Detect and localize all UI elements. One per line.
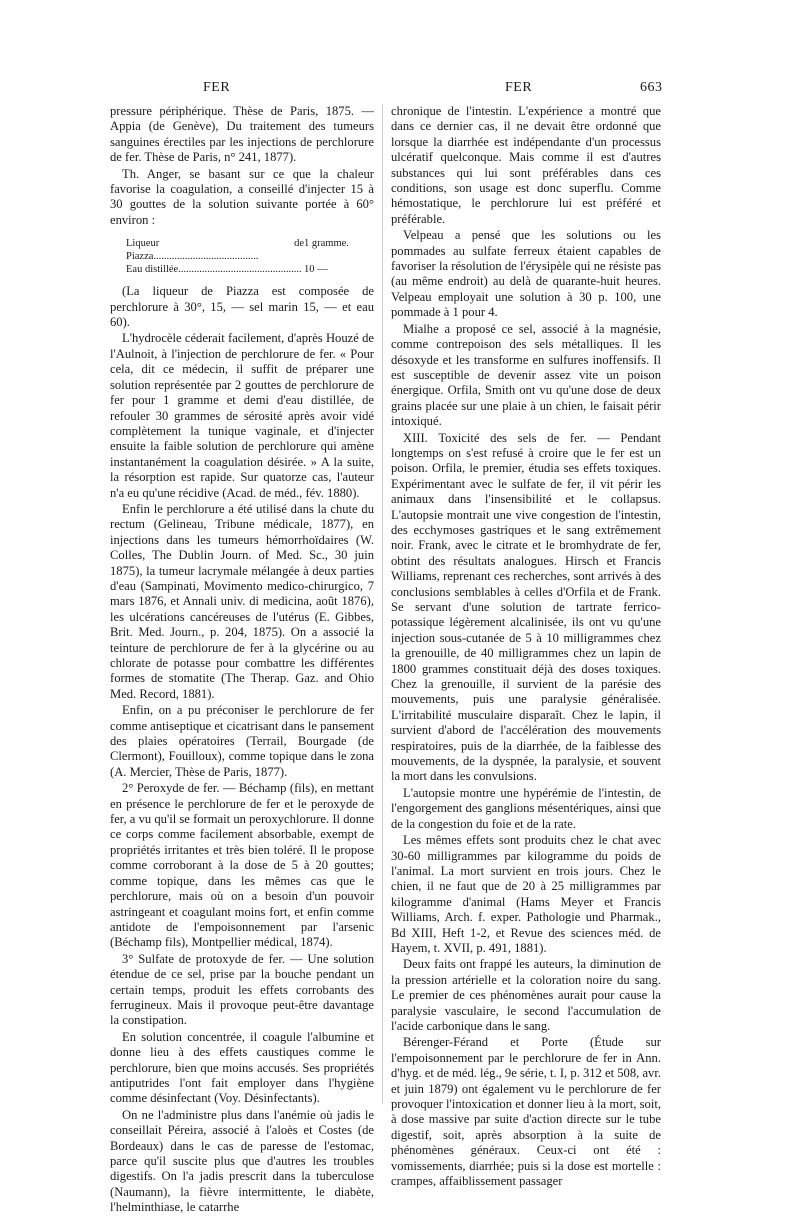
right-column: [391, 104, 661, 1190]
paragraph: On ne l'administre plus dans l'anémie où jadis le conseillait Péreira, associé à l'aloès et Costes (de Bordeaux) dans le cas de paresse de l'estomac, parce qu'il suscite plus que d'autres les troubles digestifs. On l'a jadis prescrit dans la tuberculose (Naumann), la fièvre intermittente, le diabète, l'helminthiase, le catarrhe: [110, 1107, 374, 1215]
formula-ingredient: Liqueur de Piazza........................................: [126, 238, 304, 263]
paragraph: chronique de l'intestin. L'expérience a montré que dans ce dernier cas, il ne devait être ordonné que lorsque la diarrhée est indépendante d'un processus ulcératif quelconque. Mais comme il est d'autres substances qui lui sont préférables dans ces conditions, son usage est donc superflu. Comme hémostatique, le perchlorure lui est préféré et préférable.: [391, 104, 661, 226]
paragraph: pressure périphérique. Thèse de Paris, 1875. — Appia (de Genève), Du traitement des tumeurs sanguines érectiles par les injections de perchlorure de fer. Thèse de Paris, n° 241, 1877).: [110, 104, 374, 165]
formula-row: [126, 263, 374, 276]
paragraph: Enfin le perchlorure a été utilisé dans la chute du rectum (Gelineau, Tribune médicale, 1877), en injections dans les tumeurs hémorrhoïdaires (W. Colles, The Dublin Journ. of Med. Sc., 30 juin 1875), la tumeur lacrymale mélangée à deux parties d'eau (Sampinati, Movimento medico-chirurgico, 7 mars 1876, et Annali univ. di medicina, août 1876), les ulcérations cancéreuses de l'utérus (E. Gibbes, Brit. Med. Journ., p. 204, 1875). On a associé la teinture de perchlorure de fer à la glycérine ou au chlorate de potasse pour combattre les différentes formes de stomatite (The Therap. Gaz. and Ohio Med. Record, 1881).: [110, 501, 374, 701]
header-right-word: FER: [505, 80, 533, 95]
paragraph: 2° Peroxyde de fer. — Béchamp (fils), en mettant en présence le perchlorure de fer et le peroxyde de fer, a vu qu'il se formait un peroxychlorure. Il donne ce corps comme facilement absorbable, exempt de propriétés irritantes et très bien toléré. Il le propose comme corroborant à la dose de 5 à 20 gouttes; comme topique, dans les mêmes cas que le perchlorure, mais où on a besoin d'un pouvoir astringeant et coagulant moins fort, et enfin comme antidote de l'empoisonnement par l'arsenic (Béchamp fils), Montpellier médical, 1874).: [110, 781, 374, 950]
header-left-word: FER: [203, 80, 231, 95]
formula-table: [126, 237, 374, 276]
paragraph: (La liqueur de Piazza est composée de perchlorure à 30°, 15, — sel marin 15, — et eau 60).: [110, 284, 374, 330]
paragraph: En solution concentrée, il coagule l'albumine et donne lieu à des effets caustiques comme le perchlorure, bien que moins accusés. Ses propriétés antiputrides l'ont fait employer dans l'hygiène comme désinfectant (Voy. Désinfectants).: [110, 1029, 374, 1106]
formula-row: [126, 237, 374, 263]
formula-ingredient: Eau distillée...............................................: [126, 264, 302, 276]
section-paragraph: XIII. Toxicité des sels de fer. — Pendant longtemps on s'est refusé à croire que le fer est un poison. Orfila, le premier, étudia ses effets toxiques. Expérimentant avec le sulfate de fer, il vit périr les animaux dans l'insensibilité et le collapsus. L'autopsie montrait une vive congestion de l'intestin, des ecchymoses gastriques et le sang extrêmement noir. Frank, avec le citrate et le bromhydrate de fer, obtint des résultats analogues. Hirsch et Francis Williams, reprenant ces recherches, sont arrivés à des conclusions semblables à celles d'Orfila et de Frank. Se servant d'une solution de tartrate ferrico-potassique légèrement alcalinisée, ils ont vu qu'une injection sous-cutanée de 5 à 10 milligrammes chez la grenouille, de 40 milligrammes chez un lapin de 1800 grammes constituait déjà des doses toxiques. Chez la grenouille, il survient de la parésie des mouvements, puis une paralysie généralisée. L'irritabilité musculaire disparaît. Chez le lapin, il survient d'abord de l'accélération des mouvements respiratoires, puis de la diarrhée, de la faiblesse des mouvements, de la dyspnée, la paralysie, et souvent la mort dans les convulsions.: [391, 430, 661, 784]
paragraph: 3° Sulfate de protoxyde de fer. — Une solution étendue de ce sel, prise par la bouche pendant un certain temps, produit les effets corrobants des ferrugineux. Mais il provoque peut-être davantage la constipation.: [110, 951, 374, 1028]
paragraph: L'autopsie montre une hypérémie de l'intestin, de l'engorgement des ganglions mésentériques, ainsi que de la congestion du foie et de la rate.: [391, 785, 661, 831]
formula-quantity: 10 —: [304, 264, 328, 276]
running-header: [0, 80, 800, 102]
paragraph: Bérenger-Férand et Porte (Étude sur l'empoisonnement par le perchlorure de fer in Ann. d'hyg. et de méd. lég., 9e série, t. I, p. 312 et 508, avr. et juin 1879) ont également vu le perchlorure de fer provoquer l'intoxication et donner lieu à la mort, soit, à dose massive par suite d'action directe sur le tube digestif, soit, après absorption à la suite de phénomènes généraux. Ceux-ci ont été : vomissements, diarrhée; puis si la dose est mortelle : crampes, affaiblissement passager: [391, 1035, 661, 1189]
paragraph: Les mêmes effets sont produits chez le chat avec 30-60 milligrammes par kilogramme du poids de l'animal. La mort survient en trois jours. Chez le chien, il ne faut que de 20 à 25 milligrammes par kilogramme d'animal (Hams Meyer et Francis Williams, Arch. f. exper. Pathologie und Pharmak., Bd XIII, Heft 1-2, et Revue des sciences méd. de Hayem, t. XVII, p. 491, 1881).: [391, 833, 661, 955]
paragraph: Th. Anger, se basant sur ce que la chaleur favorise la coagulation, a conseillé d'injecter 15 à 30 gouttes de la solution suivante portée à 60° environ :: [110, 166, 374, 227]
column-divider: [382, 104, 383, 1104]
page-number: 663: [640, 80, 663, 95]
paragraph: Deux faits ont frappé les auteurs, la diminution de la pression artérielle et la coloration noire du sang. Le premier de ces phénomènes aurait pour cause la paralysie vasculaire, le second l'accumulation de l'acide carbonique dans le sang.: [391, 957, 661, 1033]
paragraph: Mialhe a proposé ce sel, associé à la magnésie, comme contrepoison des sels métalliques. Il les désoxyde et les transforme en sulfures inoffensifs. Il est susceptible de devenir assez vite un poison énergique. Orfila, Smith ont vu qu'une dose de deux grains placée sur une plaie à un chien, le faisait périr intoxiqué.: [391, 321, 661, 429]
paragraph: Enfin, on a pu préconiser le perchlorure de fer comme antiseptique et cicatrisant dans le pansement des plaies opératoires (Terrail, Bourgade (de Clermont), Fouilloux), comme topique dans le zona (A. Mercier, Thèse de Paris, 1877).: [110, 703, 374, 779]
paragraph: Velpeau a pensé que les solutions ou les pommades au sulfate ferreux étaient capables de favoriser la résolution de l'érysipèle qui ne résiste pas (au même endroit) au delà de quarante-huit heures. Velpeau employait une solution à 30 p. 100, une pommade à 1 pour 4.: [391, 228, 661, 320]
left-column: [110, 104, 374, 1217]
formula-quantity: 1 gramme.: [304, 238, 349, 250]
paragraph: L'hydrocèle céderait facilement, d'après Houzé de l'Aulnoit, à l'injection de perchlorure de fer. « Pour cela, dit ce médecin, il suffit de préparer une solution représentée par 2 gouttes de perchlorure de fer pour 1 gramme et demi d'eau distillée, de refouler 30 grammes de sérosité après avoir vidé complètement la tunique vaginale, et d'injecter ensuite la faible solution de perchlorure qui amène instantanément la coagulation désirée. » A la suite, la résorption est rapide. Sur quatorze cas, l'auteur n'a eu qu'une récidive (Acad. de méd., fév. 1880).: [110, 331, 374, 500]
